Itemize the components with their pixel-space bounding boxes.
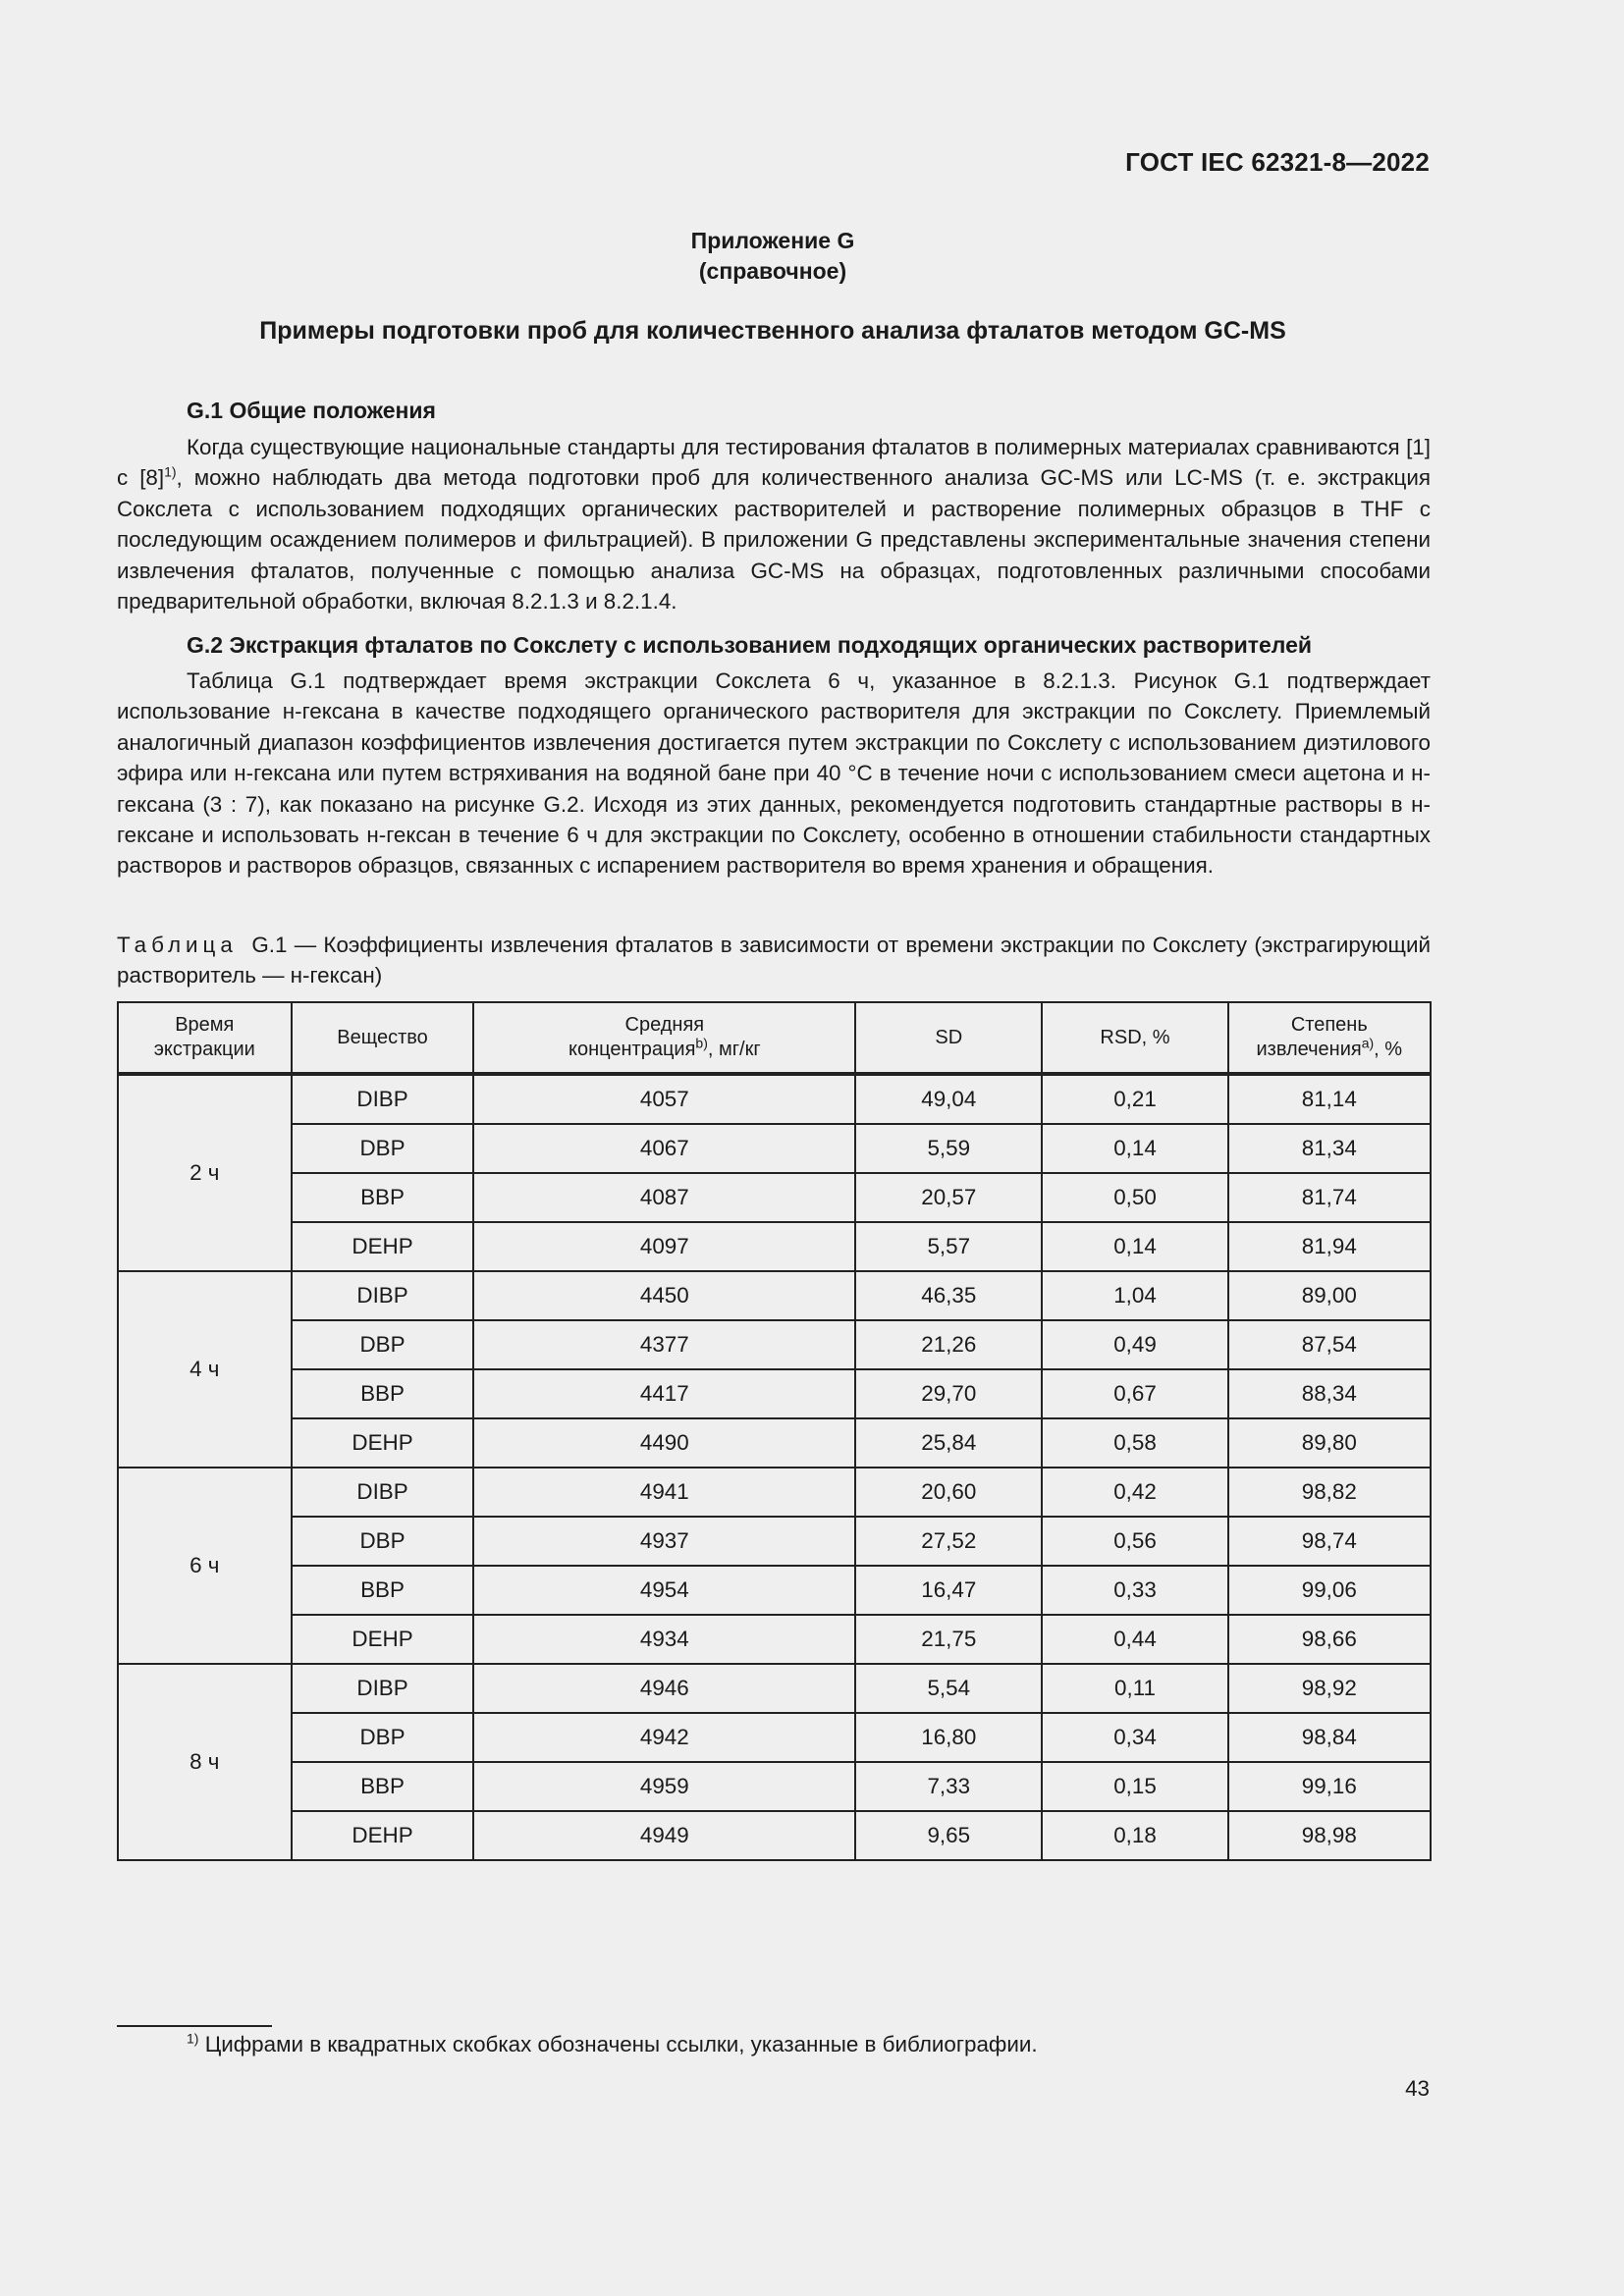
- section-1-paragraph: [117, 432, 1431, 616]
- cell-rsd: 0,49: [1042, 1320, 1227, 1369]
- cell-substance: DEHP: [292, 1222, 474, 1271]
- cell-substance: DEHP: [292, 1418, 474, 1468]
- table-row: [118, 1173, 1431, 1222]
- cell-substance: DIBP: [292, 1074, 474, 1124]
- cell-recovery: 98,84: [1228, 1713, 1431, 1762]
- cell-sd: 25,84: [855, 1418, 1042, 1468]
- cell-sd: 20,60: [855, 1468, 1042, 1517]
- header-rsd: RSD, %: [1042, 1002, 1227, 1074]
- document-code: ГОСТ IEC 62321-8—2022: [1125, 147, 1430, 177]
- cell-recovery: 87,54: [1228, 1320, 1431, 1369]
- cell-mean: 4942: [473, 1713, 855, 1762]
- cell-mean: 4934: [473, 1615, 855, 1664]
- cell-recovery: 98,98: [1228, 1811, 1431, 1860]
- cell-substance: DIBP: [292, 1271, 474, 1320]
- cell-sd: 5,59: [855, 1124, 1042, 1173]
- table-body: [118, 1074, 1431, 1860]
- footnote-text: Цифрами в квадратных скобках обозначены ссылки, указанные в библиографии.: [204, 2032, 1038, 2056]
- cell-recovery: 89,00: [1228, 1271, 1431, 1320]
- cell-recovery: 81,94: [1228, 1222, 1431, 1271]
- cell-rsd: 0,44: [1042, 1615, 1227, 1664]
- cell-mean: 4954: [473, 1566, 855, 1615]
- cell-substance: DBP: [292, 1713, 474, 1762]
- table-row: [118, 1566, 1431, 1615]
- cell-substance: BBP: [292, 1369, 474, 1418]
- cell-substance: DBP: [292, 1320, 474, 1369]
- table-row: [118, 1418, 1431, 1468]
- cell-rsd: 1,04: [1042, 1271, 1227, 1320]
- footnote: [187, 2032, 1038, 2057]
- table-row: [118, 1713, 1431, 1762]
- cell-recovery: 99,16: [1228, 1762, 1431, 1811]
- recovery-table: [117, 1001, 1432, 1861]
- section-2-text: Таблица G.1 подтверждает время экстракции Сокслета 6 ч, указанное в 8.2.1.3. Рисунок G.1 подтверждает использование н-гексана в качестве подходящего органического растворителя для экстракции по Сокслету. Приемлемый аналогичный диапазон коэффициентов извлечения достигается путем экстракции по Сокслету с использованием диэтилового эфира или н-гексана или путем встряхивания на водяной бане при 40 °С в течение ночи с использованием смеси ацетона и н-гексана (3 : 7), как показано на рисунке G.2. Исходя из этих данных, рекомендуется подготовить стандартные растворы в н-гексане и использовать н-гексан в течение 6 ч для экстракции по Сокслету, особенно в отношении стабильности стандартных растворов и растворов образцов, связанных с испарением растворителя во время хранения и обращения.: [117, 668, 1431, 879]
- cell-recovery: 88,34: [1228, 1369, 1431, 1418]
- cell-mean: 4946: [473, 1664, 855, 1713]
- section-2-paragraph: [117, 666, 1431, 881]
- footnote-ref: 1): [164, 463, 177, 480]
- cell-substance: DIBP: [292, 1664, 474, 1713]
- table-row: [118, 1811, 1431, 1860]
- cell-mean: 4067: [473, 1124, 855, 1173]
- cell-recovery: 98,82: [1228, 1468, 1431, 1517]
- section-2-heading: G.2 Экстракция фталатов по Сокслету с использованием подходящих органических растворителей: [187, 632, 1313, 658]
- cell-substance: BBP: [292, 1173, 474, 1222]
- cell-sd: 16,80: [855, 1713, 1042, 1762]
- cell-mean: 4937: [473, 1517, 855, 1566]
- cell-recovery: 89,80: [1228, 1418, 1431, 1468]
- cell-rsd: 0,34: [1042, 1713, 1227, 1762]
- table-caption-text: G.1 — Коэффициенты извлечения фталатов в зависимости от времени экстракции по Сокслету (экстрагирующий растворитель — н-гексан): [117, 933, 1431, 988]
- table-row: [118, 1124, 1431, 1173]
- table-row: [118, 1762, 1431, 1811]
- section-1-text-b: , можно наблюдать два метода подготовки проб для количественного анализа GC-MS или LC-MS (т. е. экстракция Сокслета с использованием подходящих органических растворителей и растворение полимерных образцов в THF с последующим осаждением полимеров и фильтрацией). В приложении G представлены экспериментальные значения степени извлечения фталатов, полученные с помощью анализа GC-MS на образцах, подготовленных различными способами предварительной обработки, включая 8.2.1.3 и 8.2.1.4.: [117, 465, 1432, 614]
- cell-substance: DBP: [292, 1517, 474, 1566]
- cell-sd: 5,57: [855, 1222, 1042, 1271]
- cell-rsd: 0,11: [1042, 1664, 1227, 1713]
- cell-sd: 5,54: [855, 1664, 1042, 1713]
- table-row: [118, 1222, 1431, 1271]
- header-substance: Вещество: [292, 1002, 474, 1074]
- cell-substance: DEHP: [292, 1811, 474, 1860]
- cell-sd: 29,70: [855, 1369, 1042, 1418]
- cell-rsd: 0,50: [1042, 1173, 1227, 1222]
- cell-substance: DBP: [292, 1124, 474, 1173]
- cell-substance: BBP: [292, 1566, 474, 1615]
- cell-rsd: 0,18: [1042, 1811, 1227, 1860]
- cell-rsd: 0,58: [1042, 1418, 1227, 1468]
- cell-substance: DIBP: [292, 1468, 474, 1517]
- cell-recovery: 98,66: [1228, 1615, 1431, 1664]
- cell-rsd: 0,42: [1042, 1468, 1227, 1517]
- annex-subtitle: (справочное): [698, 258, 847, 284]
- cell-mean: 4377: [473, 1320, 855, 1369]
- cell-recovery: 81,14: [1228, 1074, 1431, 1124]
- annex-heading: [0, 226, 1545, 287]
- table-caption-label: Таблица: [117, 933, 238, 957]
- cell-sd: 21,75: [855, 1615, 1042, 1664]
- cell-mean: 4959: [473, 1762, 855, 1811]
- cell-rsd: 0,67: [1042, 1369, 1227, 1418]
- table-row: [118, 1615, 1431, 1664]
- header-recovery: Степень извлечения$^{a)}$, %: [1228, 1002, 1431, 1074]
- header-sd: SD: [855, 1002, 1042, 1074]
- cell-mean: 4417: [473, 1369, 855, 1418]
- cell-mean: 4450: [473, 1271, 855, 1320]
- footnote-marker: 1): [187, 2030, 199, 2047]
- cell-sd: 16,47: [855, 1566, 1042, 1615]
- table-row: [118, 1271, 1431, 1320]
- page-number: 43: [1405, 2076, 1430, 2101]
- cell-time: 4 ч: [118, 1271, 292, 1468]
- cell-rsd: 0,56: [1042, 1517, 1227, 1566]
- cell-rsd: 0,14: [1042, 1124, 1227, 1173]
- section-1-heading: G.1 Общие положения: [187, 398, 436, 423]
- cell-sd: 21,26: [855, 1320, 1042, 1369]
- cell-mean: 4087: [473, 1173, 855, 1222]
- table-caption: [117, 930, 1431, 990]
- cell-sd: 46,35: [855, 1271, 1042, 1320]
- cell-sd: 20,57: [855, 1173, 1042, 1222]
- annex-title: Приложение G: [690, 228, 855, 253]
- table-row: [118, 1517, 1431, 1566]
- cell-sd: 9,65: [855, 1811, 1042, 1860]
- cell-rsd: 0,33: [1042, 1566, 1227, 1615]
- cell-rsd: 0,21: [1042, 1074, 1227, 1124]
- cell-recovery: 81,34: [1228, 1124, 1431, 1173]
- cell-mean: 4941: [473, 1468, 855, 1517]
- section-1-text-a: Когда существующие национальные стандарты для тестирования фталатов в полимерных материалах сравниваются [1] с [8]: [117, 435, 1431, 491]
- cell-recovery: 81,74: [1228, 1173, 1431, 1222]
- table-header-row: [118, 1002, 1431, 1074]
- header-time: Время экстракции: [118, 1002, 292, 1074]
- table-row: [118, 1468, 1431, 1517]
- cell-mean: 4490: [473, 1418, 855, 1468]
- cell-time: 8 ч: [118, 1664, 292, 1860]
- cell-recovery: 98,74: [1228, 1517, 1431, 1566]
- table-row: [118, 1074, 1431, 1124]
- table-row: [118, 1664, 1431, 1713]
- header-mean: Средняя концентрация$^{b)}$, мг/кг: [473, 1002, 855, 1074]
- cell-time: 2 ч: [118, 1074, 292, 1271]
- cell-recovery: 99,06: [1228, 1566, 1431, 1615]
- table-row: [118, 1320, 1431, 1369]
- cell-recovery: 98,92: [1228, 1664, 1431, 1713]
- table-row: [118, 1369, 1431, 1418]
- footnote-divider: [117, 2025, 272, 2027]
- cell-substance: DEHP: [292, 1615, 474, 1664]
- cell-sd: 49,04: [855, 1074, 1042, 1124]
- cell-time: 6 ч: [118, 1468, 292, 1664]
- cell-substance: BBP: [292, 1762, 474, 1811]
- main-title: Примеры подготовки проб для количественного анализа фталатов методом GC-MS: [259, 317, 1286, 345]
- cell-sd: 7,33: [855, 1762, 1042, 1811]
- cell-mean: 4057: [473, 1074, 855, 1124]
- cell-rsd: 0,14: [1042, 1222, 1227, 1271]
- cell-mean: 4097: [473, 1222, 855, 1271]
- cell-mean: 4949: [473, 1811, 855, 1860]
- cell-sd: 27,52: [855, 1517, 1042, 1566]
- cell-rsd: 0,15: [1042, 1762, 1227, 1811]
